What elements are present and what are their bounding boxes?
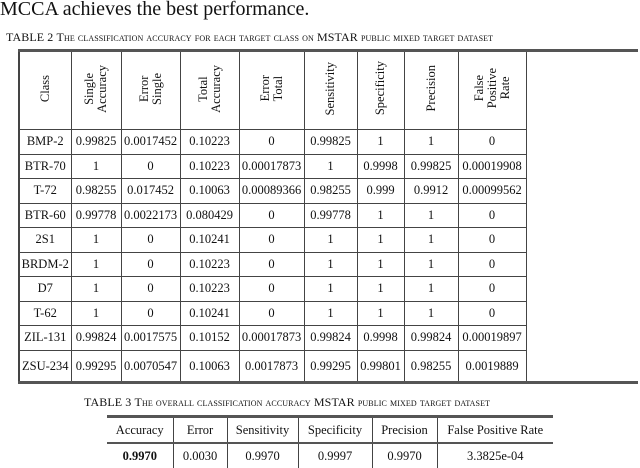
- table-row: [19, 301, 638, 326]
- table2-filler: [526, 203, 638, 228]
- table-cell: 0.9998: [357, 154, 404, 179]
- table-cell: 0: [239, 203, 304, 228]
- table-row: [19, 252, 638, 277]
- class-name-cell: T-62: [19, 301, 71, 326]
- table2-filler: [526, 228, 638, 253]
- table-cell: 1: [304, 252, 357, 277]
- table-cell: 0: [239, 252, 304, 277]
- table3-overall-accuracy: [107, 415, 553, 468]
- table-cell: 0.10223: [180, 154, 239, 179]
- table2-header-label: False Positive Rate: [471, 68, 512, 109]
- table-cell: 0.10241: [180, 301, 239, 326]
- table-cell: 1: [404, 130, 458, 155]
- table-row: [19, 130, 638, 155]
- table-cell: 0.98255: [71, 179, 121, 204]
- table2-header-cell: [458, 51, 526, 130]
- table-cell: 0.99825: [71, 130, 121, 155]
- class-name-cell: ZIL-131: [19, 326, 71, 351]
- table-cell: 0.99824: [404, 326, 458, 351]
- table2-header-label: Specificity: [373, 61, 387, 116]
- table-cell: 0.0030: [173, 443, 227, 468]
- table-row: [19, 179, 638, 204]
- table3-header-cell: Accuracy: [107, 417, 173, 444]
- table2-header-label: Class: [37, 74, 52, 103]
- table3-caption: [84, 395, 490, 410]
- table-cell: 0: [458, 252, 526, 277]
- table2-class-accuracy: [18, 49, 638, 384]
- table-cell: 1: [71, 277, 121, 302]
- table-cell: 1: [304, 301, 357, 326]
- table2-filler: [526, 301, 638, 326]
- table2-header-label: Error Single: [136, 72, 164, 105]
- table-cell: 0.10223: [180, 130, 239, 155]
- table-cell: 0.99824: [304, 326, 357, 351]
- table-cell: 0.9970: [227, 443, 298, 468]
- table-cell: 0.00017873: [239, 154, 304, 179]
- table-cell: 1: [71, 154, 121, 179]
- table-cell: 0.99295: [304, 350, 357, 382]
- table2-header-cell: [180, 51, 239, 130]
- table3-header-cell: Sensitivity: [227, 417, 298, 444]
- table2-header-row: [19, 51, 638, 130]
- table-cell: 1: [404, 252, 458, 277]
- table-cell: 0.999: [357, 179, 404, 204]
- table-cell: 1: [357, 277, 404, 302]
- table3-header-cell: False Positive Rate: [437, 417, 553, 444]
- table-cell: 3.3825e-04: [437, 443, 553, 468]
- table-cell: 0.0070547: [121, 350, 180, 382]
- table-cell: 1: [404, 228, 458, 253]
- table2-header-cell: [404, 51, 458, 130]
- table-cell: 0.99801: [357, 350, 404, 382]
- class-name-cell: ZSU-234: [19, 350, 71, 382]
- table2-filler: [526, 350, 638, 382]
- table-cell: 1: [357, 203, 404, 228]
- table-cell: 0: [239, 277, 304, 302]
- table-cell: 0.10152: [180, 326, 239, 351]
- class-name-cell: BTR-60: [19, 203, 71, 228]
- table3-row: [107, 443, 553, 468]
- table3-header-row: [107, 417, 553, 444]
- table-cell: 0.99778: [71, 203, 121, 228]
- table-cell: 0.10241: [180, 228, 239, 253]
- table-cell: 0.0017452: [121, 130, 180, 155]
- class-name-cell: T-72: [19, 179, 71, 204]
- table-cell: 0: [121, 252, 180, 277]
- table2-filler: [526, 130, 638, 155]
- table2-header-label: Total Accuracy: [195, 64, 223, 113]
- table2-caption: [6, 30, 493, 45]
- table2-filler: [526, 326, 638, 351]
- table-cell: 1: [404, 277, 458, 302]
- table-cell: 0.017452: [121, 179, 180, 204]
- table3-header-cell: Precision: [372, 417, 437, 444]
- table-cell: 0: [458, 228, 526, 253]
- table2-header-label: Precision: [423, 65, 438, 112]
- table3-label: TABLE 3: [84, 395, 132, 409]
- table2-header-label: Single Accuracy: [82, 64, 109, 113]
- class-name-cell: 2S1: [19, 228, 71, 253]
- table-cell: 0.0019889: [458, 350, 526, 382]
- class-name-cell: BTR-70: [19, 154, 71, 179]
- table-cell: 0.00099562: [458, 179, 526, 204]
- table-row: [19, 326, 638, 351]
- table2-filler: [526, 154, 638, 179]
- table-cell: 1: [71, 228, 121, 253]
- table-cell: 1: [357, 130, 404, 155]
- table-cell: 0.10223: [180, 252, 239, 277]
- table3-caption-text: The overall classification accuracy MSTAR public mixed target dataset: [134, 395, 491, 409]
- table-cell: 0.99778: [304, 203, 357, 228]
- table-cell: 0.9970: [372, 443, 437, 468]
- table-row: [19, 228, 638, 253]
- table-cell: 0: [458, 277, 526, 302]
- table-cell: 0.00089366: [239, 179, 304, 204]
- table-cell: 0: [239, 130, 304, 155]
- table-cell: 0.0017873: [239, 350, 304, 382]
- table-cell: 0.00019897: [458, 326, 526, 351]
- table2-header-cell: [239, 51, 304, 130]
- table2-header-label: Sensitivity: [323, 61, 337, 116]
- table-cell: 0.98255: [304, 179, 357, 204]
- table-cell: 1: [304, 277, 357, 302]
- table-cell: 0.98255: [404, 350, 458, 382]
- table-cell: 0: [239, 228, 304, 253]
- table-cell: 0: [458, 203, 526, 228]
- table-cell: 1: [304, 228, 357, 253]
- table-cell: 1: [71, 301, 121, 326]
- table2-header-cell: [19, 51, 71, 130]
- table-cell: 1: [404, 301, 458, 326]
- table-cell: 0: [121, 301, 180, 326]
- table-row: [19, 277, 638, 302]
- table-cell: 0.10223: [180, 277, 239, 302]
- table-cell: 0: [458, 301, 526, 326]
- table2-caption-text: The classification accuracy for each target class on MSTAR public mixed target dataset: [56, 30, 494, 44]
- table-cell: 0.99825: [304, 130, 357, 155]
- table-cell: 0: [121, 277, 180, 302]
- table-cell: 1: [404, 203, 458, 228]
- table-cell: 0: [121, 228, 180, 253]
- table-cell: 0.080429: [180, 203, 239, 228]
- table-cell: 0.9997: [298, 443, 372, 468]
- table-cell: 1: [71, 252, 121, 277]
- table2-filler: [526, 179, 638, 204]
- table-cell: 0.00019908: [458, 154, 526, 179]
- table2-filler: [526, 51, 638, 130]
- table-row: [19, 154, 638, 179]
- table-cell: 0.0017575: [121, 326, 180, 351]
- intro-sentence: MCCA achieves the best performance.: [0, 0, 310, 20]
- table-cell: 0.10063: [180, 350, 239, 382]
- table2-filler: [526, 252, 638, 277]
- table-cell: 1: [357, 228, 404, 253]
- table-cell: 0.9970: [122, 448, 157, 463]
- table-cell: 0.10063: [180, 179, 239, 204]
- table-cell: 0.9998: [357, 326, 404, 351]
- table-cell: 0.00017873: [239, 326, 304, 351]
- table2-header-cell: [71, 51, 121, 130]
- table3-header-cell: Specificity: [298, 417, 372, 444]
- table-cell: 1: [304, 154, 357, 179]
- table-row: [19, 203, 638, 228]
- table2-label: TABLE 2: [6, 30, 54, 44]
- table-cell: 0.9912: [404, 179, 458, 204]
- table2-header-cell: [357, 51, 404, 130]
- table-cell: 0: [239, 301, 304, 326]
- table2-header-cell: [304, 51, 357, 130]
- class-name-cell: BRDM-2: [19, 252, 71, 277]
- table-cell: 0: [458, 130, 526, 155]
- table-cell: 0.0022173: [121, 203, 180, 228]
- table3-header-cell: Error: [173, 417, 227, 444]
- table2-filler: [526, 277, 638, 302]
- table-cell: 0.99825: [404, 154, 458, 179]
- table-cell: 0.99824: [71, 326, 121, 351]
- table-row: [19, 350, 638, 382]
- table-cell: 0.99295: [71, 350, 121, 382]
- table-cell: 0: [121, 154, 180, 179]
- class-name-cell: BMP-2: [19, 130, 71, 155]
- table2-header-label: Error Total: [257, 75, 285, 102]
- class-name-cell: D7: [19, 277, 71, 302]
- table-cell: 1: [357, 252, 404, 277]
- table2-header-cell: [121, 51, 180, 130]
- table-cell: 1: [357, 301, 404, 326]
